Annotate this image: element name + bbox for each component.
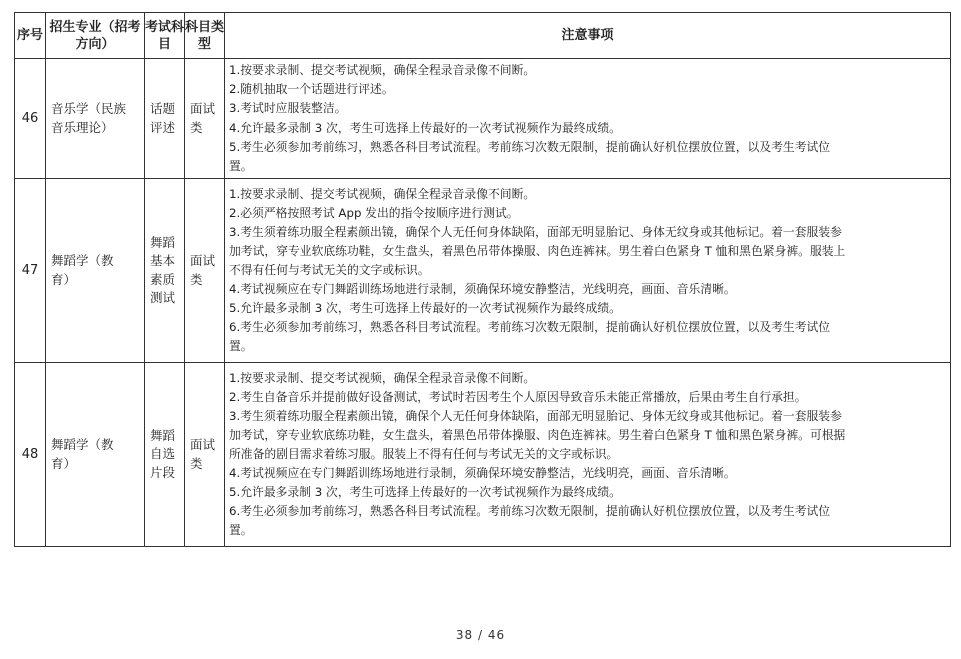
note-line: 4.允许最多录制 3 次，考生可选择上传最好的一次考试视频作为最终成绩。 (229, 120, 621, 135)
header-subject: 考试科目 (145, 13, 185, 59)
row-number: 46 (15, 59, 46, 179)
note-line: 所准备的剧目需求着练习服。服装上不得有任何与考试无关的文字或标识。 (229, 446, 619, 461)
note-line: 1.按要求录制、提交考试视频，确保全程录音录像不间断。 (229, 186, 536, 201)
notes-cell (225, 179, 951, 363)
subject-text: 舞蹈 (150, 234, 176, 250)
exam-requirements-table (14, 12, 951, 547)
type-text: 面试 (190, 101, 216, 116)
header-notes: 注意事项 (225, 13, 951, 59)
type-cell (185, 59, 225, 179)
row-number: 48 (15, 363, 46, 547)
page-number: 38 / 46 (455, 628, 506, 642)
major-cell (46, 179, 145, 363)
subject-text: 评述 (150, 119, 176, 135)
subject-text: 话题 (150, 101, 176, 116)
header-type: 科目类型 (185, 13, 225, 59)
note-line: 4.考试视频应在专门舞蹈训练场地进行录制，须确保环境安静整洁，光线明亮，画面、音乐清晰。 (229, 282, 736, 297)
notes-cell (225, 363, 951, 547)
subject-cell (145, 363, 185, 547)
major-text: 育） (51, 455, 77, 471)
header-major: 招生专业（招考方向） (46, 13, 145, 59)
subject-text: 自选 (150, 446, 176, 462)
subject-text: 基本 (150, 253, 176, 268)
note-line: 1.按要求录制、提交考试视频，确保全程录音录像不间断。 (229, 63, 536, 78)
note-line: 3.考生须着练功服全程素颜出镜，确保个人无任何身体缺陷，面部无明显胎记、身体无纹身或其他标记。着一套服装参 (229, 224, 842, 239)
note-line: 置。 (229, 523, 253, 538)
note-line: 3.考生须着练功服全程素颜出镜，确保个人无任何身体缺陷，面部无明显胎记、身体无纹身或其他标记。着一套服装参 (229, 408, 842, 423)
note-line: 3.考试时应服装整洁。 (229, 101, 347, 116)
table-row (15, 179, 951, 363)
subject-cell (145, 179, 185, 363)
table-row (15, 363, 951, 547)
subject-text: 测试 (150, 290, 176, 305)
type-cell (185, 363, 225, 547)
note-line: 4.考试视频应在专门舞蹈训练场地进行录制，须确保环境安静整洁，光线明亮，画面、音乐清晰。 (229, 466, 736, 481)
note-line: 加考试，穿专业软底练功鞋，女生盘头，着黑色吊带体操服、肉色连裤袜。男生着白色紧身 T 恤和黑色紧身裤。服装上 (229, 243, 846, 258)
type-text: 类 (190, 455, 203, 471)
note-line: 6.考生必须参加考前练习，熟悉各科目考试流程。考前练习次数无限制，提前确认好机位摆放位置，以及考生考试位 (229, 504, 831, 519)
major-cell (46, 363, 145, 547)
major-text: 音乐学（民族 (51, 101, 127, 116)
note-line: 5.考生必须参加考前练习，熟悉各科目考试流程。考前练习次数无限制，提前确认好机位摆放位置，以及考生考试位 (229, 139, 831, 154)
subject-cell (145, 59, 185, 179)
note-line: 5.允许最多录制 3 次，考生可选择上传最好的一次考试视频作为最终成绩。 (229, 301, 621, 316)
subject-text: 舞蹈 (150, 427, 176, 443)
type-text: 类 (190, 271, 203, 287)
notes-cell (225, 59, 951, 179)
row-number: 47 (15, 179, 46, 363)
major-text: 舞蹈学（教 (51, 253, 114, 268)
note-line: 加考试，穿专业软底练功鞋，女生盘头，着黑色吊带体操服、肉色连裤袜。男生着白色紧身 T 恤和黑色紧身裤。可根据 (229, 427, 846, 442)
major-text: 音乐理论） (51, 119, 114, 135)
type-text: 面试 (190, 253, 216, 268)
note-line: 5.允许最多录制 3 次，考生可选择上传最好的一次考试视频作为最终成绩。 (229, 485, 621, 500)
note-line: 置。 (229, 158, 253, 173)
major-text: 育） (51, 271, 77, 287)
type-text: 面试 (190, 437, 216, 452)
note-line: 置。 (229, 339, 253, 354)
major-cell (46, 59, 145, 179)
type-text: 类 (190, 119, 203, 135)
subject-text: 素质 (150, 271, 176, 287)
type-cell (185, 179, 225, 363)
note-line: 1.按要求录制、提交考试视频，确保全程录音录像不间断。 (229, 370, 536, 385)
subject-text: 片段 (150, 464, 176, 480)
note-line: 2.随机抽取一个话题进行评述。 (229, 82, 394, 97)
major-text: 舞蹈学（教 (51, 437, 114, 452)
note-line: 不得有任何与考试无关的文字或标识。 (229, 262, 430, 277)
header-num: 序号 (15, 13, 46, 59)
note-line: 6.考生必须参加考前练习，熟悉各科目考试流程。考前练习次数无限制，提前确认好机位摆放位置，以及考生考试位 (229, 320, 831, 335)
table-header-row (15, 13, 951, 59)
note-line: 2.考生自备音乐并提前做好设备测试，考试时若因考生个人原因导致音乐未能正常播放，后果由考生自行承担。 (229, 389, 807, 404)
note-line: 2.必须严格按照考试 App 发出的指令按顺序进行测试。 (229, 205, 519, 220)
table-row (15, 59, 951, 179)
